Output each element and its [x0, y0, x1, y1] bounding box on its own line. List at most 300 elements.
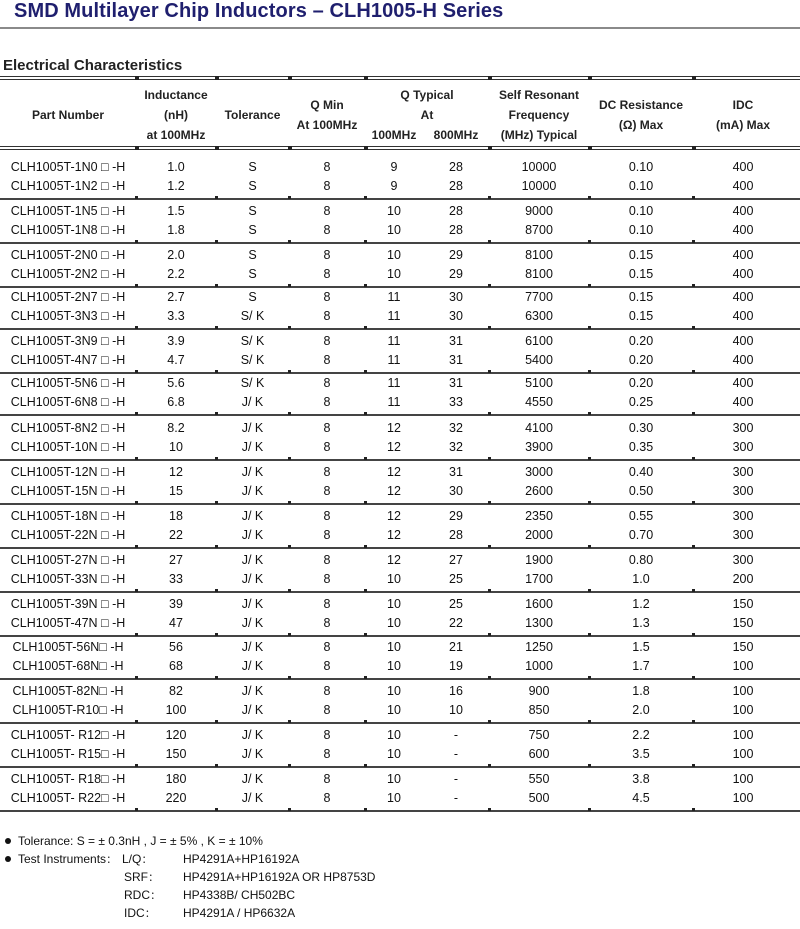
cell-idc: 100: [732, 659, 754, 673]
cell-srf: 1700: [525, 572, 553, 586]
header-srf-line2: Frequency: [508, 108, 570, 122]
cell-inductance: 82: [169, 684, 183, 698]
column-tick: [588, 240, 591, 243]
header-srf-line1: Self Resonant: [498, 88, 579, 102]
cell-srf: 500: [528, 791, 550, 805]
cell-srf: 3900: [525, 440, 553, 454]
cell-dc-resistance: 0.15: [628, 309, 654, 323]
table-row: [0, 438, 800, 457]
row-group-divider: [0, 678, 800, 680]
cell-q-100mhz: 10: [387, 659, 401, 673]
cell-inductance: 1.0: [167, 160, 185, 174]
column-tick: [588, 326, 591, 329]
cell-q-min: 8: [323, 747, 331, 761]
cell-q-min: 8: [323, 640, 331, 654]
header-part-number: Part Number: [31, 108, 105, 122]
table-row: [0, 614, 800, 633]
cell-tolerance: J/ K: [241, 728, 264, 742]
column-tick: [364, 589, 367, 592]
cell-inductance: 2.2: [167, 267, 185, 281]
table-row: [0, 570, 800, 589]
cell-part-number: CLH1005T-5N6 □ -H: [10, 376, 126, 390]
cell-tolerance: S/ K: [240, 309, 265, 323]
column-tick: [692, 501, 695, 504]
cell-dc-resistance: 1.0: [632, 572, 650, 586]
cell-q-800mhz: 32: [449, 421, 463, 435]
column-tick: [364, 412, 367, 415]
cell-inductance: 6.8: [167, 395, 185, 409]
cell-srf: 1000: [525, 659, 553, 673]
header-srf: [489, 85, 589, 145]
cell-q-100mhz: 10: [387, 597, 401, 611]
cell-tolerance: S/ K: [240, 376, 265, 390]
column-tick: [364, 76, 368, 80]
cell-part-number: CLH1005T-15N □ -H: [10, 484, 126, 498]
cell-q-100mhz: 10: [387, 572, 401, 586]
cell-q-800mhz: 28: [449, 528, 463, 542]
table-row: [0, 332, 800, 351]
cell-q-800mhz: 28: [449, 179, 463, 193]
cell-q-100mhz: 12: [387, 484, 401, 498]
column-tick: [215, 457, 218, 460]
cell-tolerance: J/ K: [241, 553, 264, 567]
column-tick: [135, 146, 139, 150]
cell-idc: 400: [732, 395, 754, 409]
cell-tolerance: S: [248, 290, 257, 304]
cell-part-number: CLH1005T-2N2 □ -H: [10, 267, 126, 281]
header-inductance-line3: at 100MHz: [146, 128, 206, 142]
row-group-divider: [0, 722, 800, 724]
cell-part-number: CLH1005T-39N □ -H: [10, 597, 126, 611]
table-row: [0, 393, 800, 412]
cell-dc-resistance: 3.5: [632, 747, 650, 761]
cell-inductance: 1.2: [167, 179, 185, 193]
cell-tolerance: S: [248, 248, 257, 262]
cell-q-800mhz: 30: [449, 309, 463, 323]
cell-tolerance: J/ K: [241, 395, 264, 409]
cell-q-800mhz: 33: [449, 395, 463, 409]
column-tick: [288, 240, 291, 243]
cell-srf: 8700: [525, 223, 553, 237]
header-tolerance: Tolerance: [224, 108, 281, 122]
column-tick: [692, 196, 695, 199]
cell-dc-resistance: 3.8: [632, 772, 650, 786]
cell-tolerance: J/ K: [241, 440, 264, 454]
cell-tolerance: J/ K: [241, 465, 264, 479]
column-tick: [135, 370, 138, 373]
cell-q-100mhz: 12: [387, 509, 401, 523]
cell-inductance: 47: [169, 616, 183, 630]
cell-inductance: 56: [169, 640, 183, 654]
cell-tolerance: S/ K: [240, 334, 265, 348]
cell-srf: 6300: [525, 309, 553, 323]
row-group-divider: [0, 459, 800, 461]
cell-dc-resistance: 0.80: [628, 553, 654, 567]
cell-dc-resistance: 0.70: [628, 528, 654, 542]
table-row: [0, 246, 800, 265]
column-tick: [488, 545, 491, 548]
cell-part-number: CLH1005T-8N2 □ -H: [10, 421, 126, 435]
cell-srf: 9000: [525, 204, 553, 218]
cell-q-min: 8: [323, 509, 331, 523]
cell-q-100mhz: 10: [387, 791, 401, 805]
column-tick: [215, 412, 218, 415]
cell-srf: 10000: [521, 179, 557, 193]
cell-dc-resistance: 0.55: [628, 509, 654, 523]
column-tick: [135, 808, 138, 811]
cell-dc-resistance: 4.5: [632, 791, 650, 805]
cell-part-number: CLH1005T-4N7 □ -H: [10, 353, 126, 367]
column-tick: [215, 545, 218, 548]
cell-q-800mhz: -: [453, 772, 459, 786]
cell-q-100mhz: 12: [387, 553, 401, 567]
cell-idc: 300: [732, 528, 754, 542]
cell-tolerance: J/ K: [241, 791, 264, 805]
column-tick: [692, 76, 696, 80]
header-q-typical-line2: At: [420, 108, 434, 122]
cell-srf: 1900: [525, 553, 553, 567]
column-tick: [288, 545, 291, 548]
table-row: [0, 177, 800, 196]
column-tick: [288, 284, 291, 287]
column-tick: [135, 196, 138, 199]
column-tick: [692, 676, 695, 679]
page-title: SMD Multilayer Chip Inductors – CLH1005-H Series: [14, 0, 504, 22]
cell-q-100mhz: 11: [387, 309, 401, 323]
column-tick: [488, 240, 491, 243]
header-bottom-rule: [0, 146, 800, 150]
table-row: [0, 507, 800, 526]
cell-idc: 300: [732, 465, 754, 479]
column-tick: [135, 412, 138, 415]
column-tick: [692, 633, 695, 636]
column-tick: [588, 196, 591, 199]
cell-idc: 200: [732, 572, 754, 586]
cell-q-800mhz: 28: [449, 204, 463, 218]
column-tick: [588, 284, 591, 287]
cell-q-min: 8: [323, 728, 331, 742]
cell-q-800mhz: 30: [449, 290, 463, 304]
table-row: [0, 726, 800, 745]
column-tick: [588, 720, 591, 723]
column-tick: [288, 589, 291, 592]
header-q-min-line1: Q Min: [310, 98, 344, 112]
cell-dc-resistance: 1.8: [632, 684, 650, 698]
cell-q-min: 8: [323, 616, 331, 630]
cell-idc: 400: [732, 223, 754, 237]
cell-tolerance: J/ K: [241, 528, 264, 542]
cell-q-min: 8: [323, 353, 331, 367]
cell-q-100mhz: 11: [387, 334, 401, 348]
cell-part-number: CLH1005T-1N2 □ -H: [10, 179, 126, 193]
table-row: [0, 551, 800, 570]
column-tick: [135, 589, 138, 592]
column-tick: [488, 412, 491, 415]
cell-idc: 400: [732, 376, 754, 390]
cell-inductance: 180: [165, 772, 187, 786]
column-tick: [692, 412, 695, 415]
column-tick: [288, 720, 291, 723]
cell-q-800mhz: 31: [449, 334, 463, 348]
cell-q-100mhz: 12: [387, 465, 401, 479]
instrument-value: HP4291A+HP16192A: [183, 852, 300, 866]
cell-q-800mhz: 31: [449, 353, 463, 367]
cell-tolerance: S/ K: [240, 353, 265, 367]
cell-q-min: 8: [323, 395, 331, 409]
cell-inductance: 1.5: [167, 204, 185, 218]
cell-tolerance: J/ K: [241, 484, 264, 498]
column-tick: [488, 676, 491, 679]
header-srf-line3: (MHz) Typical: [500, 128, 578, 142]
cell-q-min: 8: [323, 703, 331, 717]
cell-srf: 8100: [525, 267, 553, 281]
note-test-instruments-label: Test Instruments：: [18, 852, 119, 866]
cell-part-number: CLH1005T-1N8 □ -H: [10, 223, 126, 237]
cell-q-800mhz: 25: [449, 597, 463, 611]
column-tick: [692, 720, 695, 723]
cell-dc-resistance: 0.35: [628, 440, 654, 454]
cell-idc: 300: [732, 440, 754, 454]
instrument-key: IDC：: [124, 906, 157, 920]
column-tick: [488, 284, 491, 287]
column-tick: [288, 412, 291, 415]
cell-part-number: CLH1005T-1N0 □ -H: [10, 160, 126, 174]
cell-idc: 100: [732, 684, 754, 698]
cell-tolerance: J/ K: [241, 597, 264, 611]
cell-q-800mhz: 29: [449, 248, 463, 262]
cell-dc-resistance: 0.10: [628, 223, 654, 237]
cell-q-min: 8: [323, 572, 331, 586]
column-tick: [488, 76, 492, 80]
column-tick: [288, 501, 291, 504]
cell-q-min: 8: [323, 309, 331, 323]
column-tick: [135, 545, 138, 548]
header-dcr-line2: (Ω) Max: [618, 118, 664, 132]
column-tick: [135, 326, 138, 329]
cell-srf: 7700: [525, 290, 553, 304]
cell-q-100mhz: 12: [387, 528, 401, 542]
cell-dc-resistance: 1.3: [632, 616, 650, 630]
column-tick: [588, 146, 592, 150]
cell-tolerance: J/ K: [241, 616, 264, 630]
table-row: [0, 682, 800, 701]
cell-idc: 400: [732, 309, 754, 323]
cell-q-800mhz: 31: [449, 376, 463, 390]
column-tick: [488, 808, 491, 811]
cell-srf: 5100: [525, 376, 553, 390]
cell-part-number: CLH1005T-3N3 □ -H: [10, 309, 126, 323]
cell-part-number: CLH1005T-R10□ -H: [12, 703, 124, 717]
cell-q-800mhz: 22: [449, 616, 463, 630]
cell-dc-resistance: 0.20: [628, 353, 654, 367]
column-tick: [135, 501, 138, 504]
column-tick: [215, 240, 218, 243]
cell-q-min: 8: [323, 597, 331, 611]
column-tick: [215, 284, 218, 287]
cell-q-100mhz: 10: [387, 616, 401, 630]
cell-q-100mhz: 10: [387, 772, 401, 786]
column-tick: [588, 633, 591, 636]
header-q-typical: [365, 85, 489, 125]
column-tick: [215, 76, 219, 80]
note-tolerance: Tolerance: S = ± 0.3nH , J = ± 5% , K = ± 10%: [18, 834, 263, 848]
cell-q-100mhz: 11: [387, 395, 401, 409]
column-tick: [364, 370, 367, 373]
cell-srf: 1250: [525, 640, 553, 654]
header-q-min-line2: At 100MHz: [296, 118, 358, 132]
cell-tolerance: S: [248, 160, 257, 174]
cell-q-min: 8: [323, 376, 331, 390]
cell-q-800mhz: 28: [449, 160, 463, 174]
cell-inductance: 22: [169, 528, 183, 542]
column-tick: [135, 676, 138, 679]
cell-q-100mhz: 10: [387, 204, 401, 218]
column-tick: [215, 633, 218, 636]
cell-tolerance: J/ K: [241, 572, 264, 586]
cell-inductance: 27: [169, 553, 183, 567]
cell-q-800mhz: 32: [449, 440, 463, 454]
cell-q-min: 8: [323, 659, 331, 673]
cell-part-number: CLH1005T-2N0 □ -H: [10, 248, 126, 262]
column-tick: [215, 370, 218, 373]
cell-q-min: 8: [323, 204, 331, 218]
cell-q-min: 8: [323, 290, 331, 304]
cell-q-100mhz: 10: [387, 223, 401, 237]
column-tick: [215, 196, 218, 199]
row-group-divider: [0, 503, 800, 505]
column-tick: [364, 196, 367, 199]
cell-q-800mhz: 29: [449, 509, 463, 523]
cell-q-100mhz: 10: [387, 248, 401, 262]
cell-q-100mhz: 9: [390, 179, 398, 193]
cell-q-min: 8: [323, 223, 331, 237]
cell-dc-resistance: 0.25: [628, 395, 654, 409]
cell-q-min: 8: [323, 267, 331, 281]
cell-inductance: 33: [169, 572, 183, 586]
cell-part-number: CLH1005T-27N □ -H: [10, 553, 126, 567]
cell-dc-resistance: 0.10: [628, 160, 654, 174]
cell-part-number: CLH1005T-3N9 □ -H: [10, 334, 126, 348]
cell-q-min: 8: [323, 334, 331, 348]
cell-tolerance: J/ K: [241, 421, 264, 435]
cell-part-number: CLH1005T- R22□ -H: [10, 791, 126, 805]
column-tick: [288, 370, 291, 373]
column-tick: [488, 457, 491, 460]
column-tick: [364, 808, 367, 811]
cell-q-100mhz: 12: [387, 440, 401, 454]
cell-inductance: 150: [165, 747, 187, 761]
row-group-divider: [0, 328, 800, 330]
cell-inductance: 15: [169, 484, 183, 498]
column-tick: [364, 326, 367, 329]
column-tick: [488, 589, 491, 592]
cell-tolerance: J/ K: [241, 659, 264, 673]
column-tick: [364, 764, 367, 767]
cell-tolerance: J/ K: [241, 703, 264, 717]
cell-q-100mhz: 10: [387, 747, 401, 761]
header-inductance-line1: Inductance: [144, 88, 208, 102]
column-tick: [588, 676, 591, 679]
column-tick: [692, 326, 695, 329]
cell-srf: 600: [528, 747, 550, 761]
cell-inductance: 2.0: [167, 248, 185, 262]
table-row: [0, 463, 800, 482]
cell-q-min: 8: [323, 684, 331, 698]
cell-idc: 150: [732, 616, 754, 630]
cell-dc-resistance: 0.20: [628, 334, 654, 348]
cell-idc: 100: [732, 791, 754, 805]
cell-q-800mhz: -: [453, 728, 459, 742]
cell-dc-resistance: 0.15: [628, 267, 654, 281]
column-tick: [364, 457, 367, 460]
column-tick: [364, 720, 367, 723]
header-inductance: [136, 85, 216, 145]
column-tick: [692, 284, 695, 287]
column-tick: [692, 457, 695, 460]
cell-idc: 400: [732, 160, 754, 174]
row-group-divider: [0, 547, 800, 549]
column-tick: [692, 370, 695, 373]
cell-dc-resistance: 0.15: [628, 248, 654, 262]
cell-q-min: 8: [323, 248, 331, 262]
cell-inductance: 2.7: [167, 290, 185, 304]
table-row: [0, 265, 800, 284]
column-tick: [488, 501, 491, 504]
cell-q-min: 8: [323, 553, 331, 567]
cell-srf: 2350: [525, 509, 553, 523]
cell-dc-resistance: 1.5: [632, 640, 650, 654]
column-tick: [692, 808, 695, 811]
cell-q-min: 8: [323, 421, 331, 435]
cell-part-number: CLH1005T-10N □ -H: [10, 440, 126, 454]
column-tick: [692, 764, 695, 767]
instrument-key: RDC：: [124, 888, 162, 902]
cell-q-min: 8: [323, 179, 331, 193]
column-tick: [135, 240, 138, 243]
cell-q-min: 8: [323, 484, 331, 498]
cell-idc: 300: [732, 509, 754, 523]
cell-inductance: 18: [169, 509, 183, 523]
cell-idc: 400: [732, 353, 754, 367]
cell-q-800mhz: 28: [449, 223, 463, 237]
cell-dc-resistance: 2.0: [632, 703, 650, 717]
cell-srf: 10000: [521, 160, 557, 174]
cell-inductance: 120: [165, 728, 187, 742]
cell-dc-resistance: 1.2: [632, 597, 650, 611]
cell-srf: 550: [528, 772, 550, 786]
cell-tolerance: J/ K: [241, 684, 264, 698]
cell-part-number: CLH1005T- R12□ -H: [10, 728, 126, 742]
column-tick: [215, 146, 219, 150]
cell-part-number: CLH1005T- R18□ -H: [10, 772, 126, 786]
cell-part-number: CLH1005T-56N□ -H: [12, 640, 124, 654]
cell-srf: 6100: [525, 334, 553, 348]
instrument-key: L/Q：: [122, 852, 154, 866]
cell-idc: 300: [732, 484, 754, 498]
cell-srf: 850: [528, 703, 550, 717]
cell-q-min: 8: [323, 160, 331, 174]
column-tick: [135, 720, 138, 723]
cell-srf: 1300: [525, 616, 553, 630]
column-tick: [288, 76, 292, 80]
table-row: [0, 638, 800, 657]
cell-q-100mhz: 11: [387, 353, 401, 367]
cell-inductance: 4.7: [167, 353, 185, 367]
header-q-min: [289, 95, 365, 135]
cell-srf: 2000: [525, 528, 553, 542]
column-tick: [215, 501, 218, 504]
cell-inductance: 5.6: [167, 376, 185, 390]
